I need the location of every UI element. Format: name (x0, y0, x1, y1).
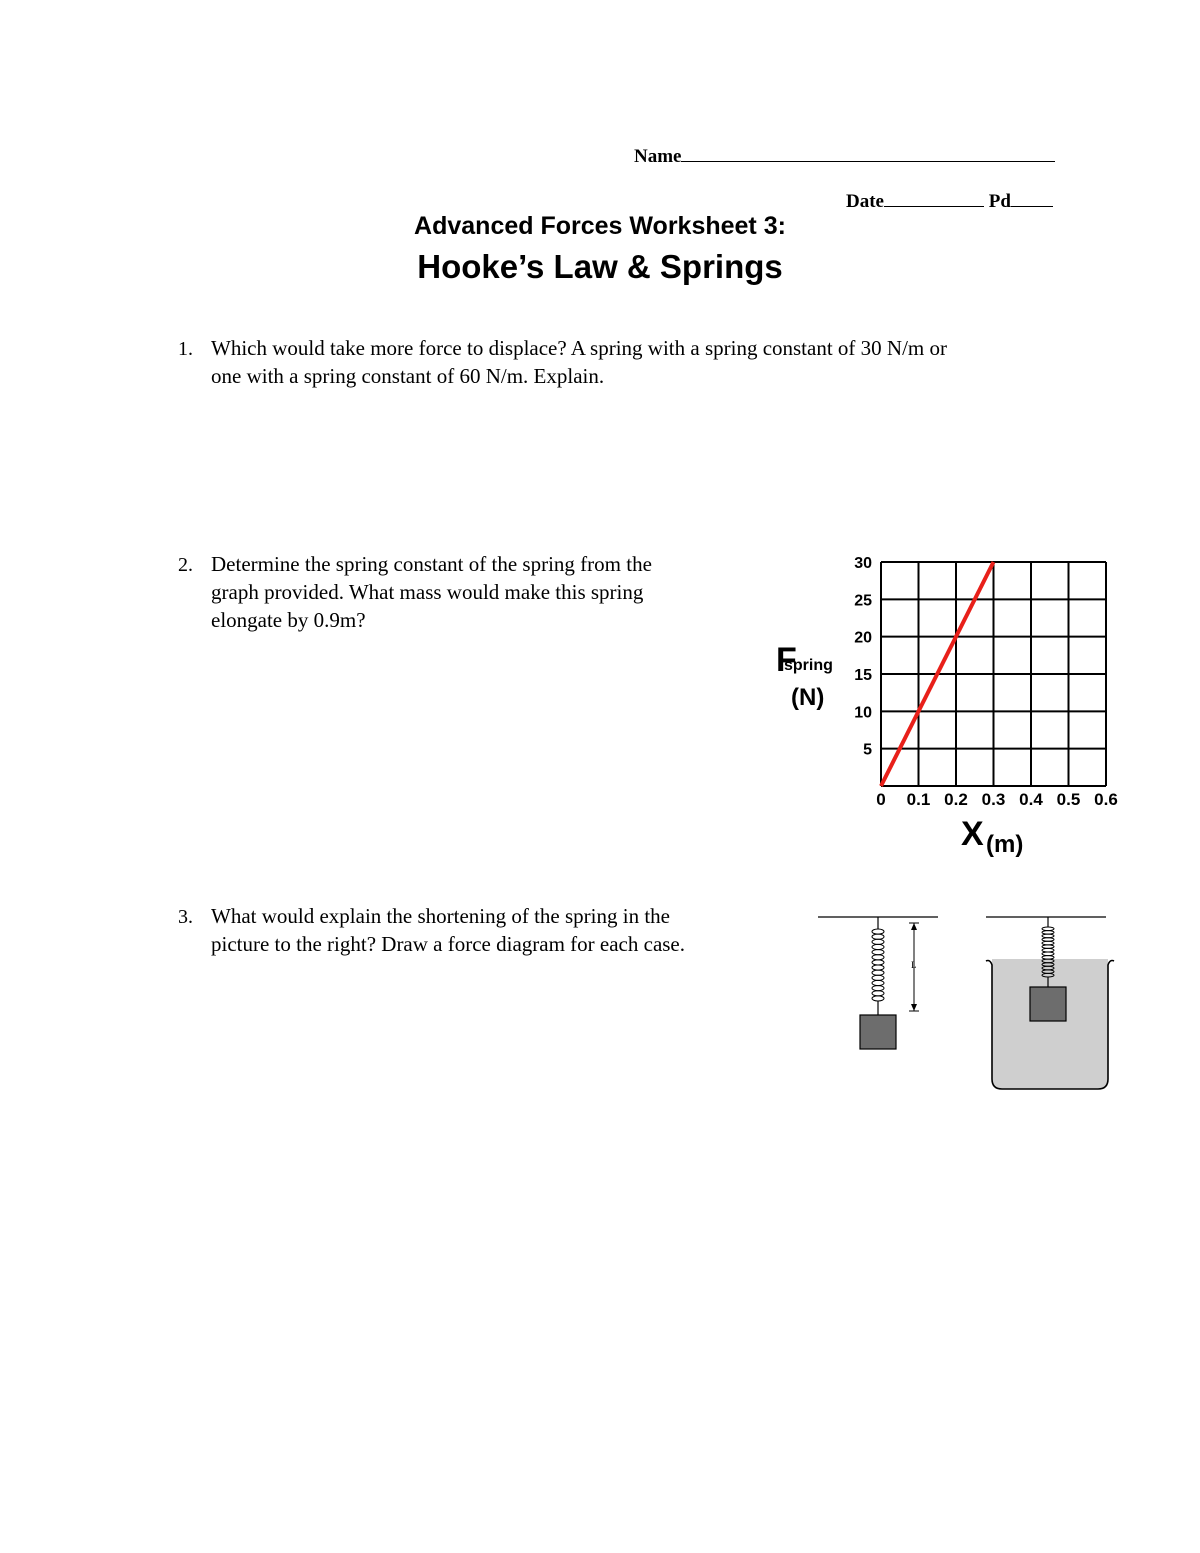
question-2-number: 2. (178, 554, 193, 576)
spring-left-coil (872, 929, 884, 1001)
spring-right-coil (1042, 927, 1054, 977)
spring-coil-loop (1042, 948, 1054, 952)
spring-coil-loop (872, 965, 884, 970)
question-1-line-1: Which would take more force to displace? A spring with a spring constant of 30 N/m or (211, 336, 947, 360)
spring-coil-loop (872, 986, 884, 991)
period-label: Pd (988, 191, 1011, 212)
spring-coil-loop (872, 991, 884, 996)
spring-coil-loop (1042, 927, 1054, 931)
question-3-text (211, 902, 685, 958)
spring-coil-loop (1042, 941, 1054, 945)
spring-coil-loop (1042, 952, 1054, 956)
question-2-line-3: elongate by 0.9m? (211, 608, 366, 632)
period-blank[interactable] (1011, 188, 1053, 207)
question-3-number: 3. (178, 906, 193, 928)
question-1-line-2: one with a spring constant of 60 N/m. Explain. (211, 364, 605, 388)
x-tick-label: 0.5 (1056, 790, 1081, 809)
question-1-number: 1. (178, 338, 193, 360)
y-tick-label: 15 (854, 667, 872, 684)
x-tick-label: 0.2 (944, 790, 968, 809)
length-arrow-up (911, 923, 917, 930)
spring-coil-loop (1042, 938, 1054, 942)
length-arrow-down (911, 1004, 917, 1011)
spring-in-water (986, 917, 1114, 1089)
x-tick-label: 0.6 (1094, 790, 1118, 809)
date-blank[interactable] (884, 188, 984, 207)
worksheet-title: Advanced Forces Worksheet 3: (414, 212, 786, 240)
y-axis-unit: (N) (791, 684, 825, 711)
y-tick-label: 25 (854, 592, 872, 610)
x-axis-label: X (961, 815, 984, 853)
spring-coil-loop (872, 996, 884, 1001)
question-2-line-2: graph provided. What mass would make this spring (211, 580, 644, 604)
y-tick-label: 20 (854, 629, 872, 647)
y-axis-label-subscript: spring (784, 657, 833, 674)
y-tick-label: 10 (854, 704, 872, 722)
x-tick-label: 0.4 (1019, 790, 1043, 809)
spring-coil-loop (872, 929, 884, 934)
y-tick-label: 5 (863, 741, 872, 759)
question-3-line-2: picture to the right? Draw a force diagram for each case. (211, 932, 686, 956)
spring-coil-loop (872, 939, 884, 944)
spring-coil-loop (872, 975, 884, 980)
spring-coil-loop (1042, 945, 1054, 949)
spring-coil-loop (1042, 931, 1054, 935)
spring-coil-loop (872, 944, 884, 949)
question-2-line-1: Determine the spring constant of the spring from the (211, 552, 652, 576)
graph-grid (881, 562, 1106, 786)
worksheet-subtitle: Hooke’s Law & Springs (417, 248, 783, 285)
name-field[interactable] (634, 143, 1055, 168)
x-tick-labels (876, 790, 1118, 809)
name-blank[interactable] (681, 143, 1055, 162)
mass-block-right (1030, 987, 1066, 1021)
spring-diagrams (810, 905, 1120, 1100)
spring-coil-loop (872, 950, 884, 955)
x-tick-label: 0.1 (906, 790, 931, 809)
y-tick-labels (854, 555, 872, 759)
spring-coil-loop (872, 970, 884, 975)
question-3-line-1: What would explain the shortening of the spring in the (211, 904, 670, 928)
spring-in-air (818, 917, 938, 1049)
spring-coil-loop (872, 955, 884, 960)
mass-block-left (860, 1015, 896, 1049)
x-axis-unit: (m) (986, 831, 1024, 858)
spring-coil-loop (872, 934, 884, 939)
x-tick-label: 0.3 (981, 790, 1006, 809)
x-tick-label: 0 (876, 790, 886, 809)
date-period-field[interactable] (846, 188, 1053, 213)
spring-coil-loop (1042, 934, 1054, 938)
question-1-text (211, 334, 947, 390)
spring-coil-loop (872, 980, 884, 985)
spring-coil-loop (1042, 956, 1054, 960)
y-tick-label: 30 (854, 555, 872, 572)
question-2-text (211, 550, 652, 634)
force-displacement-graph (760, 545, 1140, 865)
date-label: Date (846, 191, 884, 212)
name-label: Name (634, 146, 682, 167)
y-axis-label: F (776, 641, 797, 679)
spring-coil-loop (872, 960, 884, 965)
water (992, 959, 1108, 1089)
length-label: L (911, 960, 917, 970)
